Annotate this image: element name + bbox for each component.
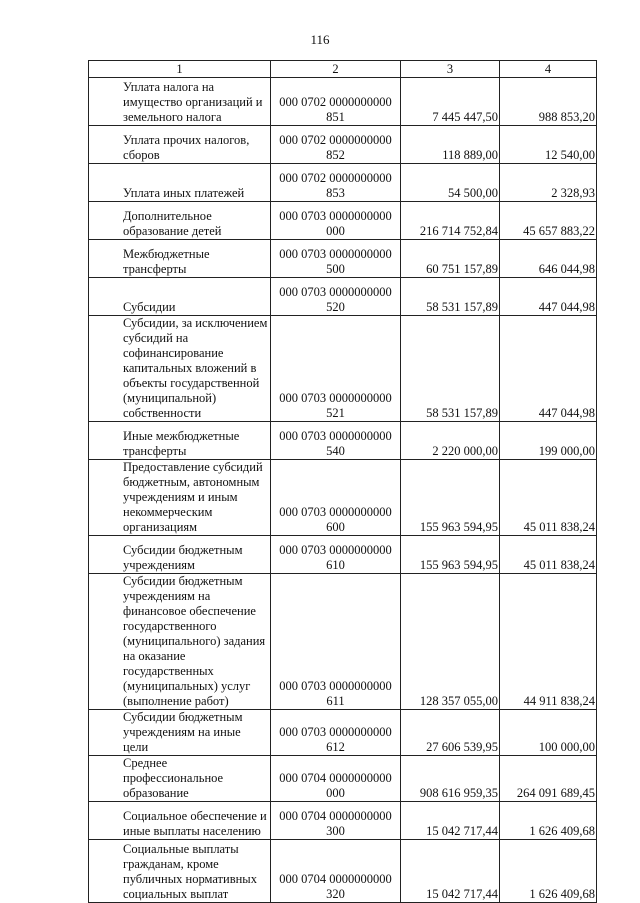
table-row (89, 126, 597, 164)
row-name: Социальное обеспечение и иные выплаты населению (123, 809, 267, 838)
row-name-cell (89, 840, 271, 903)
row-code: 000 0704 0000000000 300 (271, 802, 401, 840)
column-header: 3 (401, 61, 500, 78)
row-code: 000 0703 0000000000 500 (271, 240, 401, 278)
row-name-cell (89, 536, 271, 574)
row-value-col4: 447 044,98 (500, 278, 597, 316)
row-value-col3: 58 531 157,89 (401, 278, 500, 316)
table-row (89, 278, 597, 316)
row-code: 000 0704 0000000000 000 (271, 756, 401, 802)
row-value-col3: 2 220 000,00 (401, 422, 500, 460)
row-code: 000 0703 0000000000 520 (271, 278, 401, 316)
row-value-col4: 199 000,00 (500, 422, 597, 460)
row-name: Субсидии бюджетным учреждениям на иные цели (123, 710, 243, 754)
row-name-cell (89, 78, 271, 126)
row-value-col4: 12 540,00 (500, 126, 597, 164)
row-name-cell (89, 756, 271, 802)
table-row (89, 756, 597, 802)
row-name-cell (89, 802, 271, 840)
table-row (89, 422, 597, 460)
row-value-col3: 15 042 717,44 (401, 840, 500, 903)
row-code: 000 0702 0000000000 852 (271, 126, 401, 164)
row-value-col3: 7 445 447,50 (401, 78, 500, 126)
row-name: Уплата прочих налогов, сборов (123, 133, 250, 162)
row-name: Уплата иных платежей (123, 186, 245, 200)
row-name: Дополнительное образование детей (123, 209, 222, 238)
table-row (89, 202, 597, 240)
row-value-col4: 45 011 838,24 (500, 460, 597, 536)
row-code: 000 0703 0000000000 610 (271, 536, 401, 574)
row-value-col4: 988 853,20 (500, 78, 597, 126)
table-row (89, 460, 597, 536)
row-value-col3: 155 963 594,95 (401, 460, 500, 536)
row-name: Уплата налога на имущество организаций и земельного налога (123, 80, 263, 124)
row-value-col4: 45 657 883,22 (500, 202, 597, 240)
row-value-col3: 60 751 157,89 (401, 240, 500, 278)
row-name-cell (89, 240, 271, 278)
row-code: 000 0703 0000000000 521 (271, 316, 401, 422)
row-name: Предоставление субсидий бюджетным, автономным учреждениям и иным некоммерческим организациям (123, 460, 263, 534)
row-name: Субсидии бюджетным учреждениям (123, 543, 243, 572)
budget-table (88, 60, 597, 903)
row-value-col3: 15 042 717,44 (401, 802, 500, 840)
row-name-cell (89, 316, 271, 422)
row-value-col3: 58 531 157,89 (401, 316, 500, 422)
table-row (89, 316, 597, 422)
row-value-col3: 118 889,00 (401, 126, 500, 164)
row-value-col3: 54 500,00 (401, 164, 500, 202)
column-header: 2 (271, 61, 401, 78)
row-value-col3: 155 963 594,95 (401, 536, 500, 574)
row-value-col3: 27 606 539,95 (401, 710, 500, 756)
table-row (89, 840, 597, 903)
row-value-col3: 216 714 752,84 (401, 202, 500, 240)
table-row (89, 710, 597, 756)
row-value-col4: 1 626 409,68 (500, 840, 597, 903)
row-value-col4: 1 626 409,68 (500, 802, 597, 840)
row-value-col3: 128 357 055,00 (401, 574, 500, 710)
row-name-cell (89, 460, 271, 536)
row-value-col3: 908 616 959,35 (401, 756, 500, 802)
row-name: Иные межбюджетные трансферты (123, 429, 240, 458)
table-row (89, 802, 597, 840)
row-code: 000 0702 0000000000 853 (271, 164, 401, 202)
row-name: Субсидии, за исключением субсидий на софинансирование капитальных вложений в объекты государственной (муниципальной) собственности (123, 316, 268, 420)
row-code: 000 0703 0000000000 600 (271, 460, 401, 536)
table-body (89, 78, 597, 903)
row-value-col4: 646 044,98 (500, 240, 597, 278)
row-code: 000 0703 0000000000 540 (271, 422, 401, 460)
table-row (89, 536, 597, 574)
row-value-col4: 2 328,93 (500, 164, 597, 202)
row-code: 000 0704 0000000000 320 (271, 840, 401, 903)
row-name: Среднее профессиональное образование (123, 756, 224, 800)
row-value-col4: 45 011 838,24 (500, 536, 597, 574)
row-code: 000 0703 0000000000 000 (271, 202, 401, 240)
row-name-cell (89, 422, 271, 460)
row-value-col4: 264 091 689,45 (500, 756, 597, 802)
row-name: Межбюджетные трансферты (123, 247, 210, 276)
row-name: Субсидии бюджетным учреждениям на финансовое обеспечение государственного (муниципального) задания на оказание государственных (муниципальных) услуг (выполнение работ) (123, 574, 266, 708)
row-code: 000 0703 0000000000 612 (271, 710, 401, 756)
row-name-cell (89, 574, 271, 710)
row-name-cell (89, 710, 271, 756)
row-name-cell (89, 202, 271, 240)
row-value-col4: 44 911 838,24 (500, 574, 597, 710)
header-row (89, 61, 597, 78)
row-value-col4: 100 000,00 (500, 710, 597, 756)
row-name: Субсидии (123, 300, 176, 314)
table-row (89, 78, 597, 126)
column-header: 1 (89, 61, 271, 78)
row-name-cell (89, 278, 271, 316)
row-name-cell (89, 164, 271, 202)
row-name-cell (89, 126, 271, 164)
table-row (89, 240, 597, 278)
row-name: Социальные выплаты гражданам, кроме публичных нормативных социальных выплат (123, 842, 257, 901)
row-value-col4: 447 044,98 (500, 316, 597, 422)
table-row (89, 164, 597, 202)
table-row (89, 574, 597, 710)
row-code: 000 0702 0000000000 851 (271, 78, 401, 126)
page-number: 116 (310, 32, 330, 47)
column-header: 4 (500, 61, 597, 78)
row-code: 000 0703 0000000000 611 (271, 574, 401, 710)
